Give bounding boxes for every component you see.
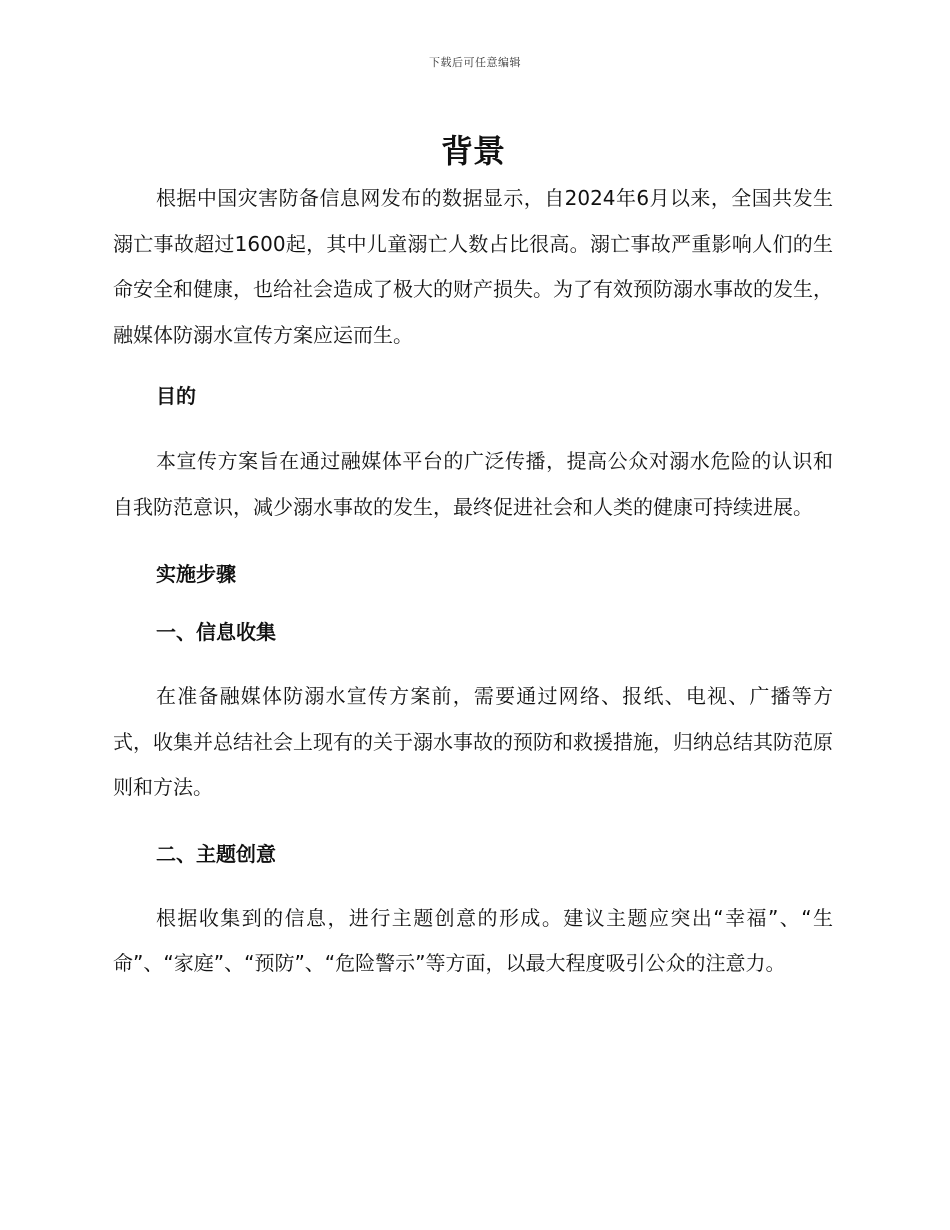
header-note: 下载后可任意编辑 [429,56,521,69]
steps-heading: 实施步骤 [156,562,236,586]
document-body [113,128,833,987]
document-title: 背景 [440,132,505,170]
background-paragraph: 根据中国灾害防备信息网发布的数据显示，自2024年6月以来，全国共发生溺亡事故超过1600起，其中儿童溺亡人数占比很高。溺亡事故严重影响人们的生命安全和健康，也给社会造成了极大的财产损失。为了有效预防溺水事故的发生，融媒体防溺水宣传方案应运而生。 [113,186,833,347]
step2-paragraph: 根据收集到的信息，进行主题创意的形成。建议主题应突出“幸福”、“生命”、“家庭”、“预防”、“危险警示”等方面，以最大程度吸引公众的注意力。 [113,905,833,975]
step1-heading: 一、信息收集 [156,620,276,644]
step2-heading: 二、主题创意 [156,841,276,866]
purpose-heading: 目的 [156,384,196,408]
purpose-paragraph: 本宣传方案旨在通过融媒体平台的广泛传播，提高公众对溺水危险的认识和自我防范意识，减少溺水事故的发生，最终促进社会和人类的健康可持续进展。 [113,449,833,519]
step1-paragraph: 在准备融媒体防溺水宣传方案前，需要通过网络、报纸、电视、广播等方式，收集并总结社会上现有的关于溺水事故的预防和救援措施，归纳总结其防范原则和方法。 [113,684,833,799]
